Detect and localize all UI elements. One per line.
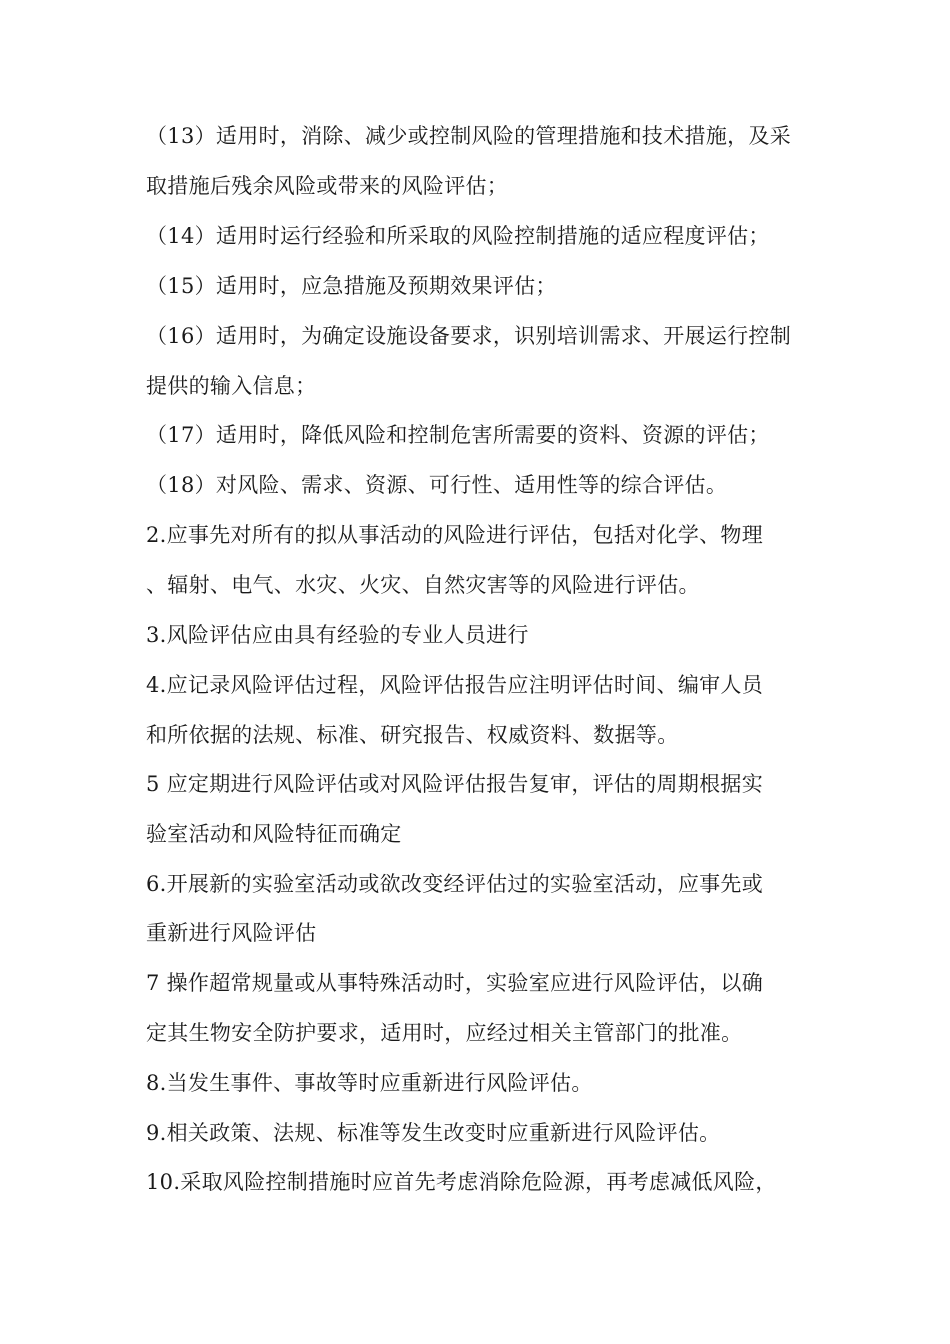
text-line: （16）适用时，为确定设施设备要求，识别培训需求、开展运行控制 — [146, 324, 792, 348]
text-line: 6.开展新的实验室活动或欲改变经评估过的实验室活动，应事先或 — [146, 872, 764, 896]
text-line: 10.采取风险控制措施时应首先考虑消除危险源，再考虑减低风险， — [146, 1170, 777, 1194]
text-line: （18）对风险、需求、资源、可行性、适用性等的综合评估。 — [146, 473, 728, 497]
text-line: 7 操作超常规量或从事特殊活动时，实验室应进行风险评估，以确 — [146, 971, 764, 995]
text-line: （17）适用时，降低风险和控制危害所需要的资料、资源的评估； — [146, 423, 770, 447]
text-line: 和所依据的法规、标准、研究报告、权威资料、数据等。 — [146, 723, 679, 747]
text-line: 提供的输入信息； — [146, 374, 317, 398]
text-line: 定其生物安全防护要求，适用时，应经过相关主管部门的批准。 — [146, 1021, 743, 1045]
text-line: 5 应定期进行风险评估或对风险评估报告复审，评估的周期根据实 — [146, 772, 764, 796]
text-line: 重新进行风险评估 — [146, 921, 317, 945]
text-line: 验室活动和风险特征而确定 — [146, 822, 402, 846]
text-line: （15）适用时，应急措施及预期效果评估； — [146, 274, 557, 298]
text-line: 取措施后残余风险或带来的风险评估； — [146, 174, 509, 198]
text-line: 9.相关政策、法规、标准等发生改变时应重新进行风险评估。 — [146, 1121, 721, 1145]
text-line: 、辐射、电气、水灾、火灾、自然灾害等的风险进行评估。 — [146, 573, 700, 597]
text-line: 2.应事先对所有的拟从事活动的风险进行评估，包括对化学、物理 — [146, 523, 764, 547]
text-line: （14）适用时运行经验和所采取的风险控制措施的适应程度评估； — [146, 224, 770, 248]
text-line: （13）适用时，消除、减少或控制风险的管理措施和技术措施，及采 — [146, 124, 792, 148]
text-line: 3.风险评估应由具有经验的专业人员进行 — [146, 623, 529, 647]
text-line: 8.当发生事件、事故等时应重新进行风险评估。 — [146, 1071, 593, 1095]
text-line: 4.应记录风险评估过程，风险评估报告应注明评估时间、编审人员 — [146, 673, 764, 697]
